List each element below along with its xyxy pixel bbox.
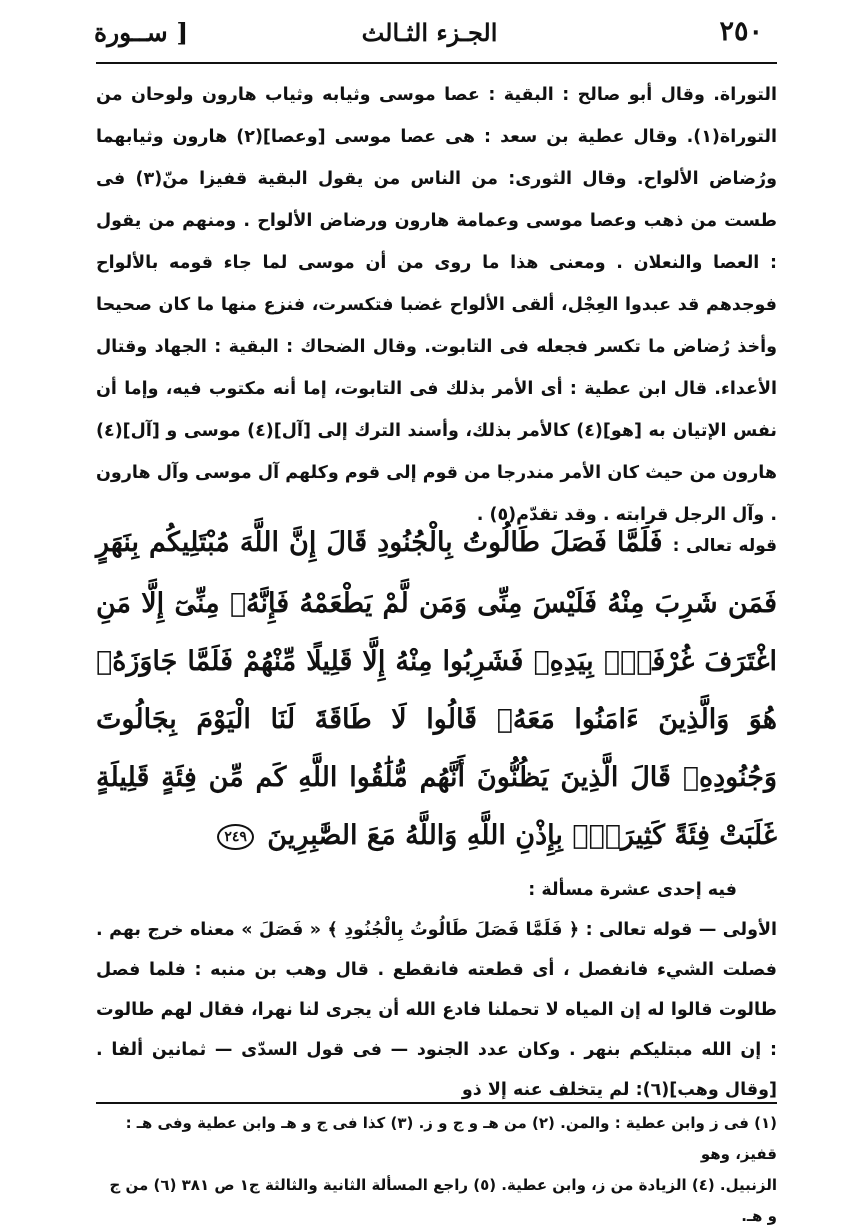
verse-text: فَلَمَّا فَصَلَ طَالُوتُ بِالْجُنُودِ قَالَ إِنَّ اللَّهَ مُبْتَلِيكُم بِنَهَرٍ فَمَن شَرِبَ مِنْهُ فَلَيْسَ مِنِّى وَمَن لَّمْ يَطْعَمْهُ فَإِنَّهُۥ مِنِّىٓ إِلَّا مَنِ اغْتَرَفَ غُرْفَةًۢ بِيَدِهِۦ فَشَرِبُوا مِنْهُ إِلَّا قَلِيلًا مِّنْهُمْ فَلَمَّا جَاوَزَهُۥ هُوَ وَالَّذِينَ ءَامَنُوا مَعَهُۥ قَالُوا لَا طَاقَةَ لَنَا الْيَوْمَ بِجَالُوتَ وَجُنُودِهِۦ قَالَ الَّذِينَ يَظُنُّونَ أَنَّهُم مُّلَٰقُوا اللَّهِ كَم مِّن فِئَةٍ قَلِيلَةٍ غَلَبَتْ فِئَةً كَثِيرَةًۢ بِإِذْنِ اللَّهِ وَاللَّهُ مَعَ الصَّٰبِرِينَ (96, 527, 777, 851)
first-issue: الأولى — قوله تعالى : ﴿ فَلَمَّا فَصَلَ طَالُوتُ بِالْجُنُودِ ﴾ « فَصَلَ » معناه خرج بهم . فصلت الشيء فانفصل ، أى قطعته فانقطع . قال وهب بن منبه : فلما فصل طالوت قالوا له إن المياه لا تحملنا فادع الله أن يجرى لنا نهرا، فقال لهم طالوت : إن الله مبتليكم بنهر . وكان عدد الجنود — فى قول السدّى — ثمانين ألفا . [وقال وهب](٦): لم يتخلف عنه إلا ذو (96, 920, 777, 1100)
footnotes (96, 1108, 777, 1232)
commentary-text (96, 74, 777, 536)
issues-section (96, 870, 777, 1110)
quran-verse-block (96, 514, 777, 865)
footnote-line: الزنبيل. (٤) الزيادة من ز، وابن عطية. (٥) راجع المسألة الثانية والثالثة ج١ ص ٣٨١ (٦) من ج و هـ. (109, 1176, 777, 1225)
verse-intro: قوله تعالى : (672, 536, 777, 556)
footnote-divider (96, 1102, 777, 1104)
page-header (88, 14, 771, 58)
verse-number-marker: ٢٤٩ (217, 824, 254, 850)
footnote-line: (١) فى ز وابن عطية : والمن. (٢) من هـ و ج و ز. (٣) كذا فى ج و هـ وابن عطية وفى هـ : قفيز، وهو (125, 1114, 777, 1163)
surah-label: [ ســورة (94, 18, 189, 47)
part-title: الجـزء الثـالث (361, 18, 498, 47)
commentary-paragraph: التوراة. وقال أبو صالح : البقية : عصا موسى وثيابه وثياب هارون ولوحان من التوراة(١). وقال عطية بن سعد : هى عصا موسى [وعصا](٢) هارون وثيابهما ورُضاض الألواح. وقال الثورى: من الناس من يقول البقية قفيزا منّ(٣) فى طست من ذهب وعصا موسى وعمامة هارون ورضاض الألواح . ومنهم من يقول : العصا والنعلان . ومعنى هذا ما روى من أن موسى لما جاء قومه بالألواح فوجدهم قد عبدوا العِجْل، ألقى الألواح غضبا فتكسرت، فنزع منها ما كان صحيحا وأخذ رُضاض ما تكسر فجعله فى التابوت. وقال الضحاك : البقية : الجهاد وقتال الأعداء. قال ابن عطية : أى الأمر بذلك فى التابوت، إما أنه مكتوب فيه، وإما أن نفس الإتيان به [هو](٤) كالأمر بذلك، وأسند الترك إلى [آل](٤) موسى و [آل](٤) هارون من حيث كان الأمر مندرجا من قوم إلى قوم وكلهم آل موسى وآل هارون . وآل الرجل قرابته . وقد تقدّم(٥) . (96, 85, 777, 525)
header-divider (96, 62, 777, 64)
issues-heading: فيه إحدى عشرة مسألة : (528, 880, 737, 900)
page-number: ٢٥٠ (719, 16, 763, 47)
